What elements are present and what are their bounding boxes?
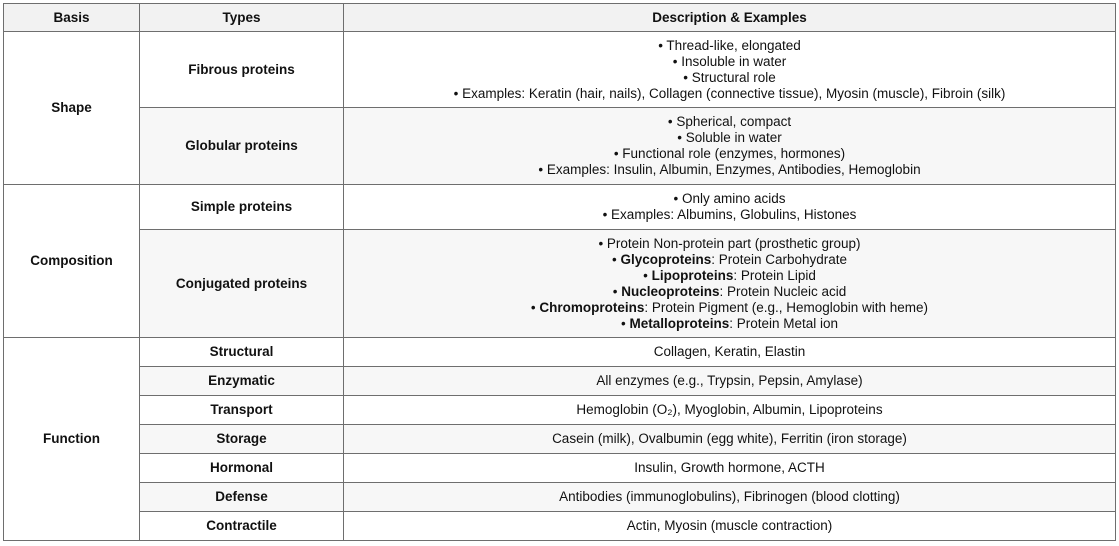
type-cell-enzymatic: Enzymatic xyxy=(140,367,344,396)
table-row xyxy=(4,108,1116,185)
description-line: • Spherical, compact xyxy=(667,114,792,129)
type-cell-conjugated: Conjugated proteins xyxy=(140,230,344,338)
subtype-detail: : Protein Lipid xyxy=(733,267,816,283)
header-basis: Basis xyxy=(4,4,140,32)
description-cell-enzymatic: All enzymes (e.g., Trypsin, Pepsin, Amylase) xyxy=(344,367,1116,396)
table-row xyxy=(4,483,1116,512)
table-row xyxy=(4,338,1116,367)
bullet: • xyxy=(611,251,621,267)
header-types: Types xyxy=(140,4,344,32)
basis-cell-function: Function xyxy=(4,338,140,541)
description-cell-globular xyxy=(344,108,1116,185)
type-cell-transport: Transport xyxy=(140,396,344,425)
description-line: • Functional role (enzymes, hormones) xyxy=(613,146,846,161)
subtype-name: Glycoproteins xyxy=(620,251,712,267)
subtype-name: Chromoproteins xyxy=(539,299,645,315)
type-cell-structural: Structural xyxy=(140,338,344,367)
basis-cell-shape: Shape xyxy=(4,32,140,185)
description-cell-defense: Antibodies (immunoglobulins), Fibrinogen (blood clotting) xyxy=(344,483,1116,512)
subtype-detail: : Protein Pigment (e.g., Hemoglobin with heme) xyxy=(644,299,929,315)
description-cell-conjugated xyxy=(344,230,1116,338)
description-line: • Thread-like, elongated xyxy=(658,37,801,53)
description-line: • Structural role xyxy=(683,69,776,85)
subtype-line-metalloproteins xyxy=(350,316,1109,332)
table-row xyxy=(4,425,1116,454)
description-line: • Only amino acids xyxy=(673,191,786,206)
table-row xyxy=(4,185,1116,230)
subtype-detail: : Protein Nucleic acid xyxy=(719,283,847,299)
type-cell-globular: Globular proteins xyxy=(140,108,344,185)
subtype-name: Nucleoproteins xyxy=(621,283,720,299)
description-line: • Examples: Albumins, Globulins, Histones xyxy=(602,207,857,222)
type-cell-defense: Defense xyxy=(140,483,344,512)
bullet: • xyxy=(612,283,622,299)
description-cell-structural: Collagen, Keratin, Elastin xyxy=(344,338,1116,367)
table-row xyxy=(4,367,1116,396)
description-cell-hormonal: Insulin, Growth hormone, ACTH xyxy=(344,454,1116,483)
subtype-detail: : Protein Metal ion xyxy=(729,315,839,331)
description-line: • Soluble in water xyxy=(677,130,782,145)
description-cell-contractile: Actin, Myosin (muscle contraction) xyxy=(344,512,1116,541)
bullet: • xyxy=(620,315,630,331)
description-cell-simple xyxy=(344,185,1116,230)
subtype-line-chromoproteins xyxy=(350,300,1109,316)
type-cell-storage: Storage xyxy=(140,425,344,454)
basis-cell-composition: Composition xyxy=(4,185,140,338)
subtype-line-glycoproteins xyxy=(350,252,1109,268)
type-cell-hormonal: Hormonal xyxy=(140,454,344,483)
table-row xyxy=(4,454,1116,483)
type-cell-simple: Simple proteins xyxy=(140,185,344,230)
table-row xyxy=(4,230,1116,338)
header-row xyxy=(4,4,1116,32)
header-description: Description & Examples xyxy=(344,4,1116,32)
subtype-line-lipoproteins xyxy=(350,268,1109,284)
subtype-detail: : Protein Carbohydrate xyxy=(711,251,848,267)
bullet: • xyxy=(643,267,652,283)
bullet: • xyxy=(530,299,540,315)
table-header xyxy=(4,4,1116,32)
description-cell-storage: Casein (milk), Ovalbumin (egg white), Ferritin (iron storage) xyxy=(344,425,1116,454)
table-row xyxy=(4,32,1116,108)
description-cell-fibrous xyxy=(344,32,1116,108)
description-line: • Protein Non-protein part (prosthetic group) xyxy=(598,235,861,251)
description-line: • Examples: Keratin (hair, nails), Collagen (connective tissue), Myosin (muscle), Fibroin (silk) xyxy=(453,85,1006,101)
subtype-line-nucleoproteins xyxy=(350,284,1109,300)
protein-classification-table xyxy=(3,3,1116,541)
table-row xyxy=(4,396,1116,425)
description-line: • Insoluble in water xyxy=(672,53,787,69)
table-body xyxy=(4,32,1116,541)
table-row xyxy=(4,512,1116,541)
description-line: • Examples: Insulin, Albumin, Enzymes, Antibodies, Hemoglobin xyxy=(538,162,921,177)
subtype-name: Metalloproteins xyxy=(629,315,730,331)
type-cell-contractile: Contractile xyxy=(140,512,344,541)
type-cell-fibrous: Fibrous proteins xyxy=(140,32,344,108)
description-cell-transport: Hemoglobin (O₂), Myoglobin, Albumin, Lipoproteins xyxy=(344,396,1116,425)
subtype-name: Lipoproteins xyxy=(651,267,734,283)
